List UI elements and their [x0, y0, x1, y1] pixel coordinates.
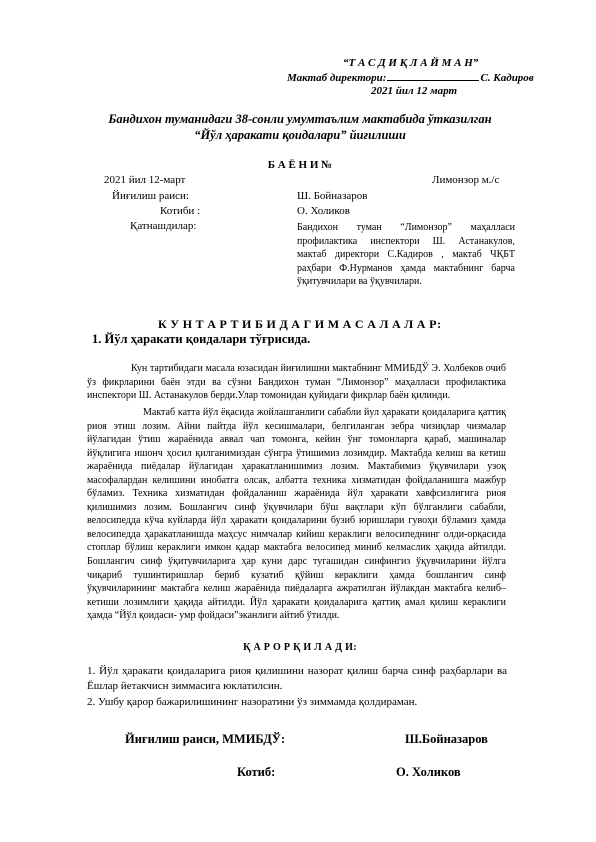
director-line — [287, 71, 534, 84]
signature-chair-label: Йиғилиш раиси, ММИБДЎ: — [125, 732, 286, 746]
meeting-place: Лимонзор м./с — [432, 174, 500, 186]
director-name: С. Кадиров — [480, 72, 534, 84]
director-prefix: Мактаб директори: — [287, 72, 387, 84]
signature-blank — [387, 71, 479, 81]
participants-value: Бандихон туман “Лимонзор” маҳалласи профилактика инспектори Ш. Астанакулов, мактаб директори С.Кадиров , мактаб ЧҚБТ раҳбари Ф.Нурманов ҳамда мактабнинг барча ўқитувчилари ва ўқувчилари. — [297, 222, 515, 287]
chair-label: Йиғилиш раиси: — [112, 190, 189, 202]
decision-item-2: 2. Ушбу қарор бажарилишининг назоратини ўз зиммамда қолдираман. — [87, 696, 418, 708]
statement-title: Б А Ё Н И № — [267, 159, 333, 171]
secretary-value: О. Холиков — [297, 205, 350, 217]
decision-title: Қ А Р О Р Қ И Л А Д И: — [243, 642, 357, 653]
document-heading-line2: “Йўл ҳаракати қоидалари” йиғилиши — [194, 128, 406, 142]
chair-value: Ш. Бойназаров — [297, 190, 368, 202]
signature-secretary-label: Котиб: — [237, 765, 276, 779]
decision-item-1: 1. Йўл ҳаракати қоидаларига риоя қилишини назорат қилиш барча синф раҳбарлари ва Ёшлар йетакчисн зиммасига юклатилсин. — [87, 665, 507, 692]
agenda-item: 1. Йўл ҳаракати қоидалари тўғрисида. — [92, 332, 311, 346]
signature-chair-name: Ш.Бойназаров — [405, 732, 488, 746]
paragraph-intro: Кун тартибидаги масала юзасидан йиғилишни мактабнинг ММИБДЎ Э. Холбеков очиб ўз фикрларини баён этди ва сўзни Бандихон туман “Лимонзор” маҳалласи профилактика инспектори Ш. Астанакулов берди.Улар томонидан қуйидаги фикрлар баён қилинди. — [87, 363, 506, 401]
secretary-label: Котиби : — [160, 205, 201, 217]
paragraph-main: Мактаб катта йўл ёқасида жойлашганлиги сабабли йул ҳаракати қоидаларига қаттиқ риоя этиш лозим. Айни пайтда йўл кесишмалари, белгиланган зебра чизиқлар чизмалар йўлагидан ўтиш жараёнида аввал чап томонга, кейин ўнг томонларга қараб, машиналар йўқлигига ишонч ҳосил қилганимиздан сўнгра ўтишимиз лозимдир. Мактабда келиш ва кетиш жараёнида пиёдалар йўлагидан ҳаракатланишимиз лозим. Мактабимиз ўқувчилари узоқ масофалардан келишини инобатга олсак, албатта техника хизматидан фойдаланишга мажбур бўламиз. Техника хизматидан фойдаланиш жараёнида йўл ҳаракати хавфсизлигига риоя қилишимиз лозим. Бошлангич синф ўқувчилари бўш вақтлари кўп бўлганлиги сабабли, велосипедда кўча куйларда йўл ҳаракати қоидаларини бузиб юришлари гувоҳи бўламиз ҳамда велосипедда ҳаракатланишда маҳсус нимчалар кийиш кераклиги велосипеднинг олди-орқасида стоплар бўлиш кераклиги имкон қадар мактабга велосипед миниб келмаслик ҳақида айтилди. Бошлангич синф ўқитувчиларига ҳар куни дарс тугашидан синфингиз ўқувчиларини йўлга чиқариб тушинтиришлар бериб кузатиб қўйиш кераклиги ҳамда бошлангич синф ўқувчиларининг мактабга келиш жараёнида пиёдаларга ажратилган йўлакдан мактабга келиб–кетиши лозимлиги ҳақида айтилди. Йўл ҳаракати қоидаларига қаттиқ амал қилиш кераклиги ҳамда “Йўл қоидаси- умр фойдаси”эканлиги айтиб ўтилди. — [87, 407, 506, 622]
approval-title: “Т А С Д И Қ Л А Й М А Н” — [343, 57, 479, 69]
signature-secretary-name: О. Холиков — [396, 765, 461, 779]
participants-label: Қатнашдилар: — [130, 220, 197, 232]
document-heading-line1: Бандихон туманидаги 38-сонли умумтаълим мактабида ўтказилган — [108, 112, 492, 126]
meeting-date: 2021 йил 12-март — [104, 174, 186, 186]
agenda-title: К У Н Т А Р Т И Б И Д А Г И М А С А Л А Л А Р: — [158, 317, 442, 331]
approval-date: 2021 йил 12 март — [371, 85, 458, 97]
